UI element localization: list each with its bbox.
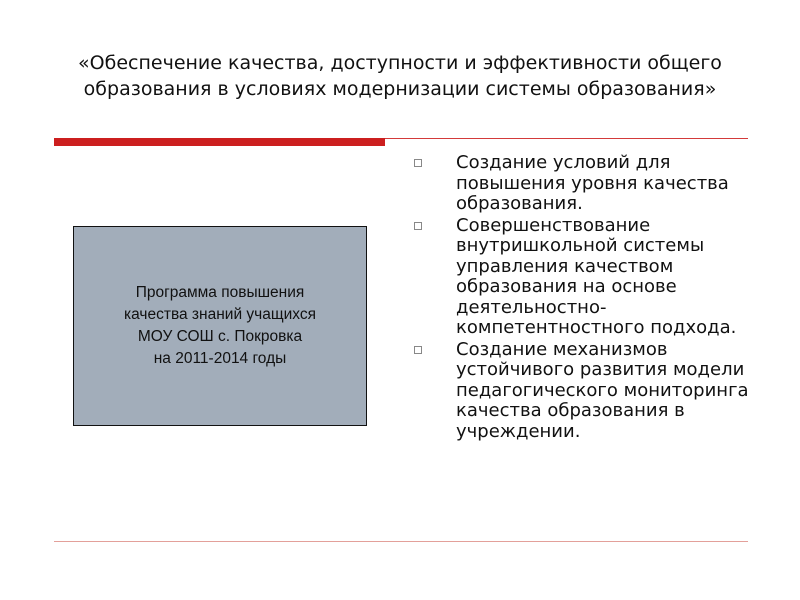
bullet-text: Создание условий для повышения уровня качества образования. bbox=[456, 152, 729, 214]
program-text bbox=[124, 282, 316, 370]
bullet-item bbox=[410, 153, 755, 215]
bullet-text: Создание механизмов устойчивого развития модели педагогического мониторинга качества образования в учреждении. bbox=[456, 338, 749, 442]
square-bullet-icon bbox=[414, 346, 422, 354]
square-bullet-icon bbox=[414, 159, 422, 167]
bullet-item bbox=[410, 340, 755, 443]
bottom-divider-line bbox=[54, 541, 748, 542]
slide-title: «Обеспечение качества, доступности и эффективности общего образования в условиях модернизации системы образования» bbox=[78, 52, 722, 100]
program-box bbox=[73, 226, 367, 426]
bullet-list bbox=[410, 153, 755, 443]
program-line-4: на 2011-2014 годы bbox=[153, 350, 287, 367]
program-line-2: качества знаний учащихся bbox=[124, 306, 316, 323]
program-line-1: Программа повышения bbox=[135, 284, 305, 301]
bullet-item bbox=[410, 216, 755, 339]
square-bullet-icon bbox=[414, 222, 422, 230]
bullet-text: Совершенствование внутришкольной системы управления качеством образования на основе деятельностно-компетентностного подхода. bbox=[456, 214, 737, 338]
program-line-3: МОУ СОШ с. Покровка bbox=[137, 328, 303, 345]
title-accent-bar bbox=[54, 138, 385, 146]
